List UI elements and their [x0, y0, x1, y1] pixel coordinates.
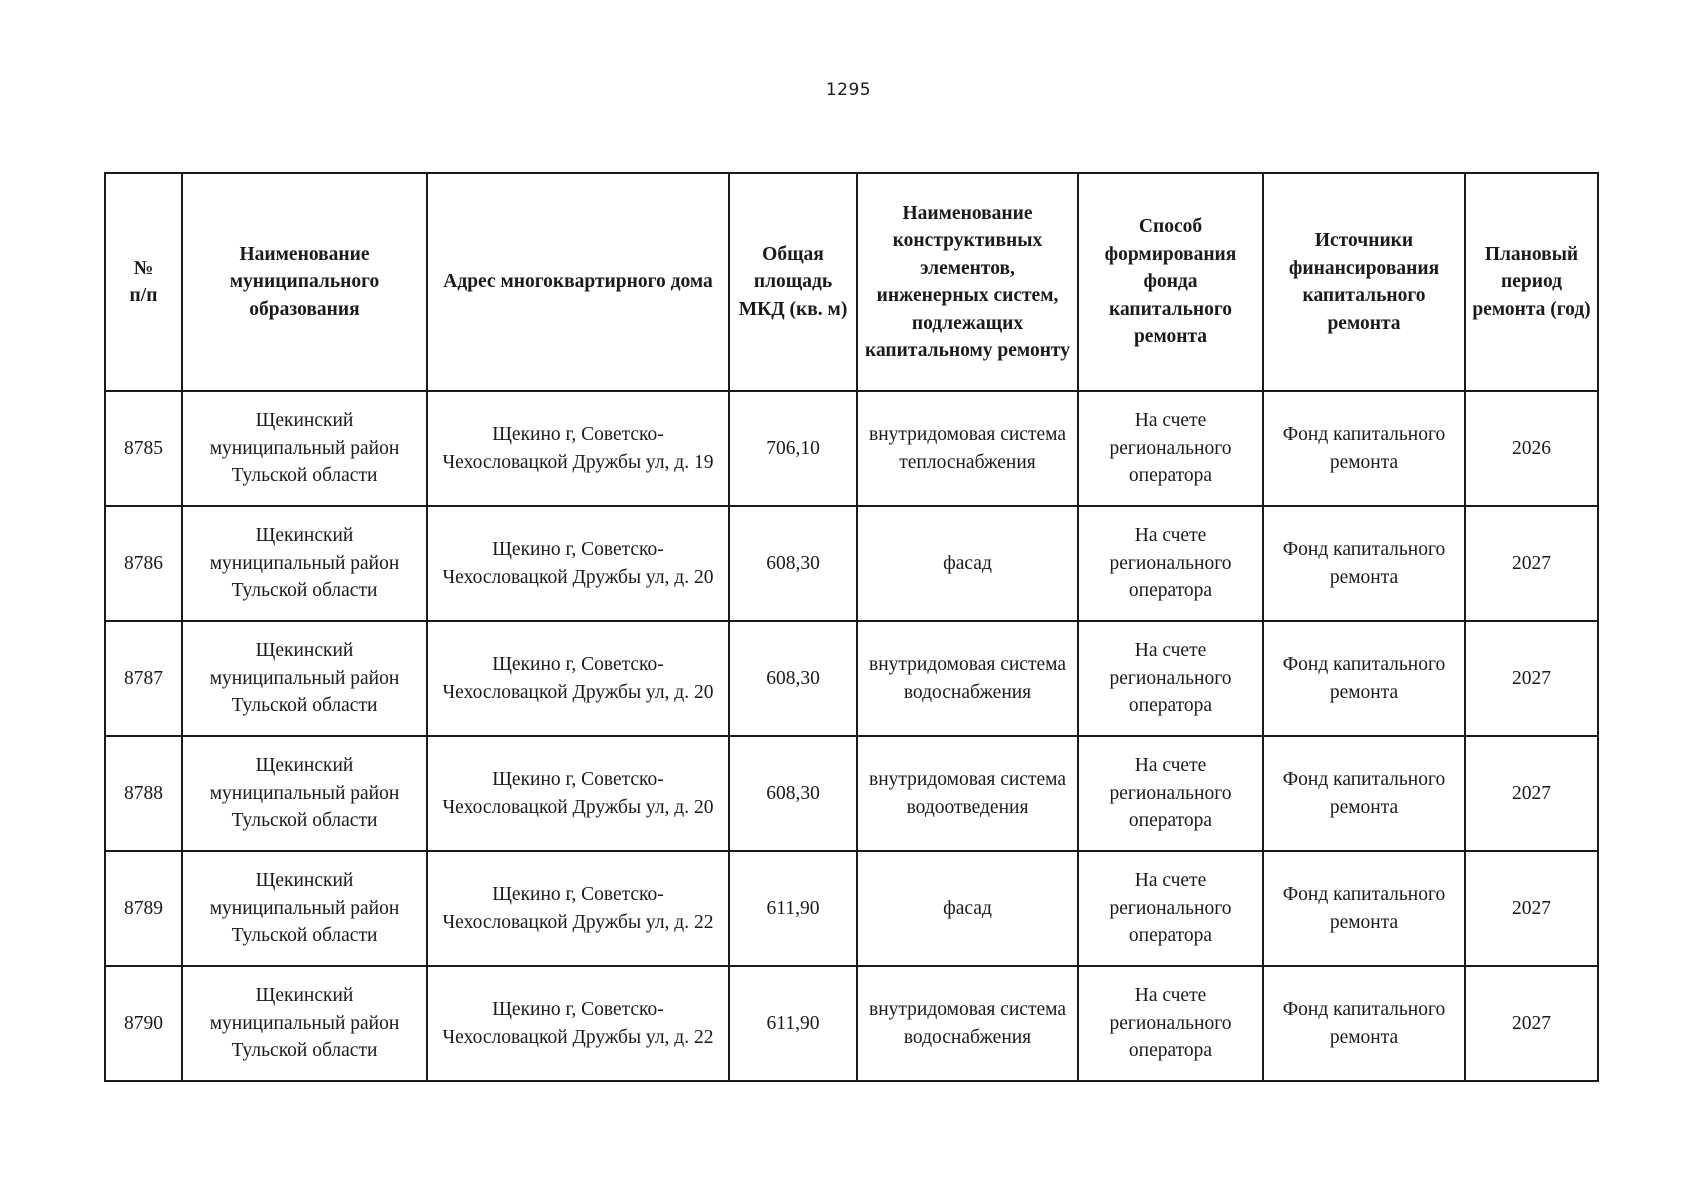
header-area: Общая площадь МКД (кв. м)	[729, 173, 857, 391]
cell-number: 8786	[105, 506, 182, 621]
cell-year: 2027	[1465, 736, 1598, 851]
table-row	[105, 966, 1598, 1081]
cell-source: Фонд капитального ремонта	[1263, 851, 1465, 966]
cell-year: 2026	[1465, 391, 1598, 506]
cell-address: Щекино г, Советско-Чехословацкой Дружбы ул, д. 20	[427, 506, 729, 621]
cell-address: Щекино г, Советско-Чехословацкой Дружбы ул, д. 22	[427, 966, 729, 1081]
cell-year: 2027	[1465, 621, 1598, 736]
header-number: № п/п	[105, 173, 182, 391]
cell-source: Фонд капитального ремонта	[1263, 506, 1465, 621]
cell-municipality: Щекинский муниципальный район Тульской области	[182, 736, 427, 851]
cell-number: 8785	[105, 391, 182, 506]
capital-repair-table	[104, 172, 1599, 1082]
cell-address: Щекино г, Советско-Чехословацкой Дружбы ул, д. 20	[427, 736, 729, 851]
header-source: Источники финансирования капитального ремонта	[1263, 173, 1465, 391]
header-address: Адрес многоквартирного дома	[427, 173, 729, 391]
cell-municipality: Щекинский муниципальный район Тульской области	[182, 506, 427, 621]
cell-element: внутридомовая система водоснабжения	[857, 966, 1078, 1081]
cell-municipality: Щекинский муниципальный район Тульской области	[182, 391, 427, 506]
cell-method: На счете регионального оператора	[1078, 391, 1263, 506]
table-header-row	[105, 173, 1598, 391]
cell-method: На счете регионального оператора	[1078, 851, 1263, 966]
cell-element: внутридомовая система водоснабжения	[857, 621, 1078, 736]
cell-area: 706,10	[729, 391, 857, 506]
cell-element: фасад	[857, 506, 1078, 621]
cell-municipality: Щекинский муниципальный район Тульской области	[182, 621, 427, 736]
cell-method: На счете регионального оператора	[1078, 736, 1263, 851]
table-row	[105, 621, 1598, 736]
cell-source: Фонд капитального ремонта	[1263, 966, 1465, 1081]
cell-source: Фонд капитального ремонта	[1263, 621, 1465, 736]
cell-area: 608,30	[729, 736, 857, 851]
cell-number: 8790	[105, 966, 182, 1081]
cell-method: На счете регионального оператора	[1078, 621, 1263, 736]
cell-area: 608,30	[729, 621, 857, 736]
table-row	[105, 391, 1598, 506]
cell-area: 611,90	[729, 966, 857, 1081]
cell-number: 8787	[105, 621, 182, 736]
cell-municipality: Щекинский муниципальный район Тульской области	[182, 851, 427, 966]
table-row	[105, 736, 1598, 851]
cell-number: 8789	[105, 851, 182, 966]
cell-address: Щекино г, Советско-Чехословацкой Дружбы ул, д. 19	[427, 391, 729, 506]
header-method: Способ формирования фонда капитального ремонта	[1078, 173, 1263, 391]
cell-address: Щекино г, Советско-Чехословацкой Дружбы ул, д. 22	[427, 851, 729, 966]
cell-element: фасад	[857, 851, 1078, 966]
cell-address: Щекино г, Советско-Чехословацкой Дружбы ул, д. 20	[427, 621, 729, 736]
table-row	[105, 851, 1598, 966]
cell-year: 2027	[1465, 851, 1598, 966]
cell-year: 2027	[1465, 966, 1598, 1081]
cell-method: На счете регионального оператора	[1078, 506, 1263, 621]
cell-element: внутридомовая система водоотведения	[857, 736, 1078, 851]
cell-area: 608,30	[729, 506, 857, 621]
cell-year: 2027	[1465, 506, 1598, 621]
cell-municipality: Щекинский муниципальный район Тульской области	[182, 966, 427, 1081]
cell-number: 8788	[105, 736, 182, 851]
cell-source: Фонд капитального ремонта	[1263, 391, 1465, 506]
page-number: 1295	[825, 80, 872, 100]
cell-element: внутридомовая система теплоснабжения	[857, 391, 1078, 506]
header-municipality: Наименование муниципального образования	[182, 173, 427, 391]
header-element: Наименование конструктивных элементов, инженерных систем, подлежащих капитальному ремонту	[857, 173, 1078, 391]
cell-source: Фонд капитального ремонта	[1263, 736, 1465, 851]
table-row	[105, 506, 1598, 621]
cell-area: 611,90	[729, 851, 857, 966]
header-year: Плановый период ремонта (год)	[1465, 173, 1598, 391]
cell-method: На счете регионального оператора	[1078, 966, 1263, 1081]
